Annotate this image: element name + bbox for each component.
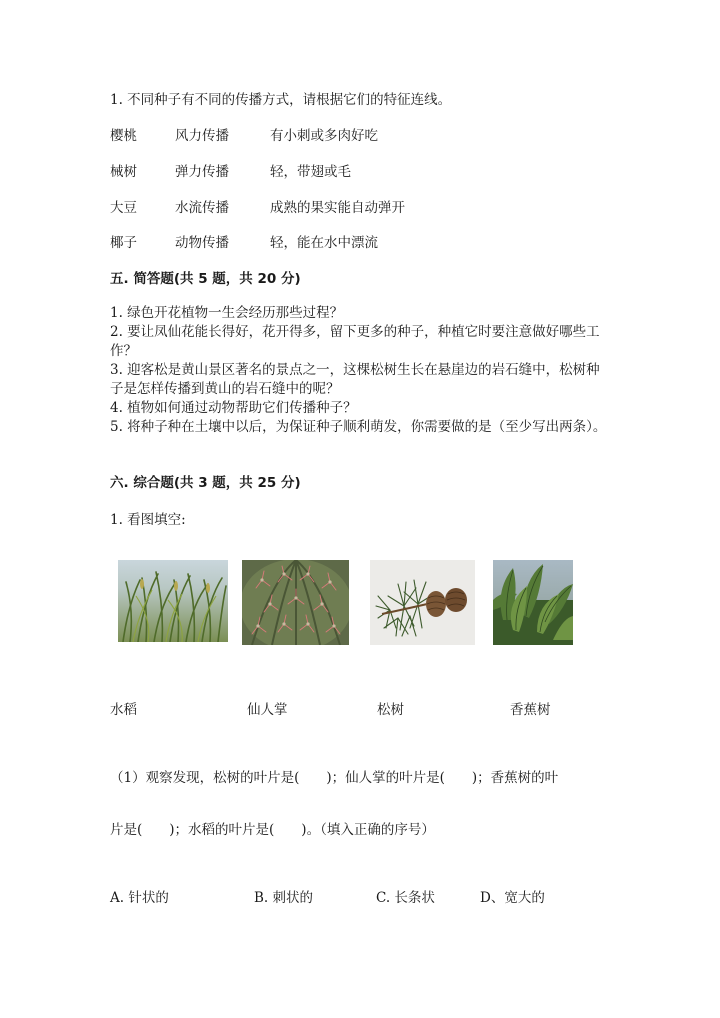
pine-photo — [370, 560, 475, 645]
dispersal-method-4: 动物传播 — [175, 235, 229, 251]
dispersal-method-1: 风力传播 — [175, 128, 229, 144]
seed-feature-1: 有小刺或多肉好吃 — [270, 128, 378, 144]
seed-name-3: 大豆 — [110, 200, 137, 216]
fill-blank-line-1: （1）观察发现，松树的叶片是( )；仙人掌的叶片是( )；香蕉树的叶 — [110, 770, 559, 786]
seed-name-4: 椰子 — [110, 235, 137, 251]
banana-tree-photo — [493, 560, 573, 645]
seed-feature-2: 轻，带翅或毛 — [270, 164, 351, 180]
picture-fill-title: 1. 看图填空: — [110, 512, 186, 528]
rice-photo — [118, 560, 228, 642]
seed-feature-3: 成熟的果实能自动弹开 — [270, 200, 405, 216]
short-answer-question-1: 1. 绿色开花植物一生会经历那些过程？ — [110, 305, 344, 321]
plant-label-cactus: 仙人掌 — [247, 702, 288, 718]
dispersal-method-3: 水流传播 — [175, 200, 229, 216]
option-b: B. 刺状的 — [254, 890, 314, 906]
cactus-photo — [242, 560, 349, 645]
dispersal-method-2: 弹力传播 — [175, 164, 229, 180]
short-answer-question-3: 3. 迎客松是黄山景区著名的景点之一，这棵松树生长在悬崖边的岩石缝中，松树种子是怎样传播到黄山的岩石缝中的呢？ — [110, 362, 600, 397]
section-five-heading: 五. 简答题(共 5 题，共 20 分) — [110, 271, 301, 287]
option-c: C. 长条状 — [376, 890, 435, 906]
matching-question-title: 1. 不同种子有不同的传播方式，请根据它们的特征连线。 — [110, 92, 452, 108]
seed-name-1: 樱桃 — [110, 128, 137, 144]
plant-label-pine: 松树 — [377, 702, 404, 718]
plant-label-banana: 香蕉树 — [510, 702, 551, 718]
seed-feature-4: 轻，能在水中漂流 — [270, 235, 378, 251]
option-d: D、宽大的 — [480, 890, 545, 906]
option-a: A. 针状的 — [110, 890, 169, 906]
short-answer-question-2: 2. 要让凤仙花能长得好，花开得多，留下更多的种子，种植它时要注意做好哪些工作？ — [110, 324, 600, 359]
short-answer-question-4: 4. 植物如何通过动物帮助它们传播种子？ — [110, 400, 357, 416]
plant-label-rice: 水稻 — [110, 702, 137, 718]
seed-name-2: 械树 — [110, 164, 137, 180]
fill-blank-line-2: 片是( )；水稻的叶片是( )。（填入正确的序号） — [110, 822, 435, 838]
short-answer-question-5: 5. 将种子种在土壤中以后，为保证种子顺利萌发，你需要做的是（至少写出两条）。 — [110, 419, 607, 435]
section-six-heading: 六. 综合题(共 3 题，共 25 分) — [110, 475, 301, 491]
